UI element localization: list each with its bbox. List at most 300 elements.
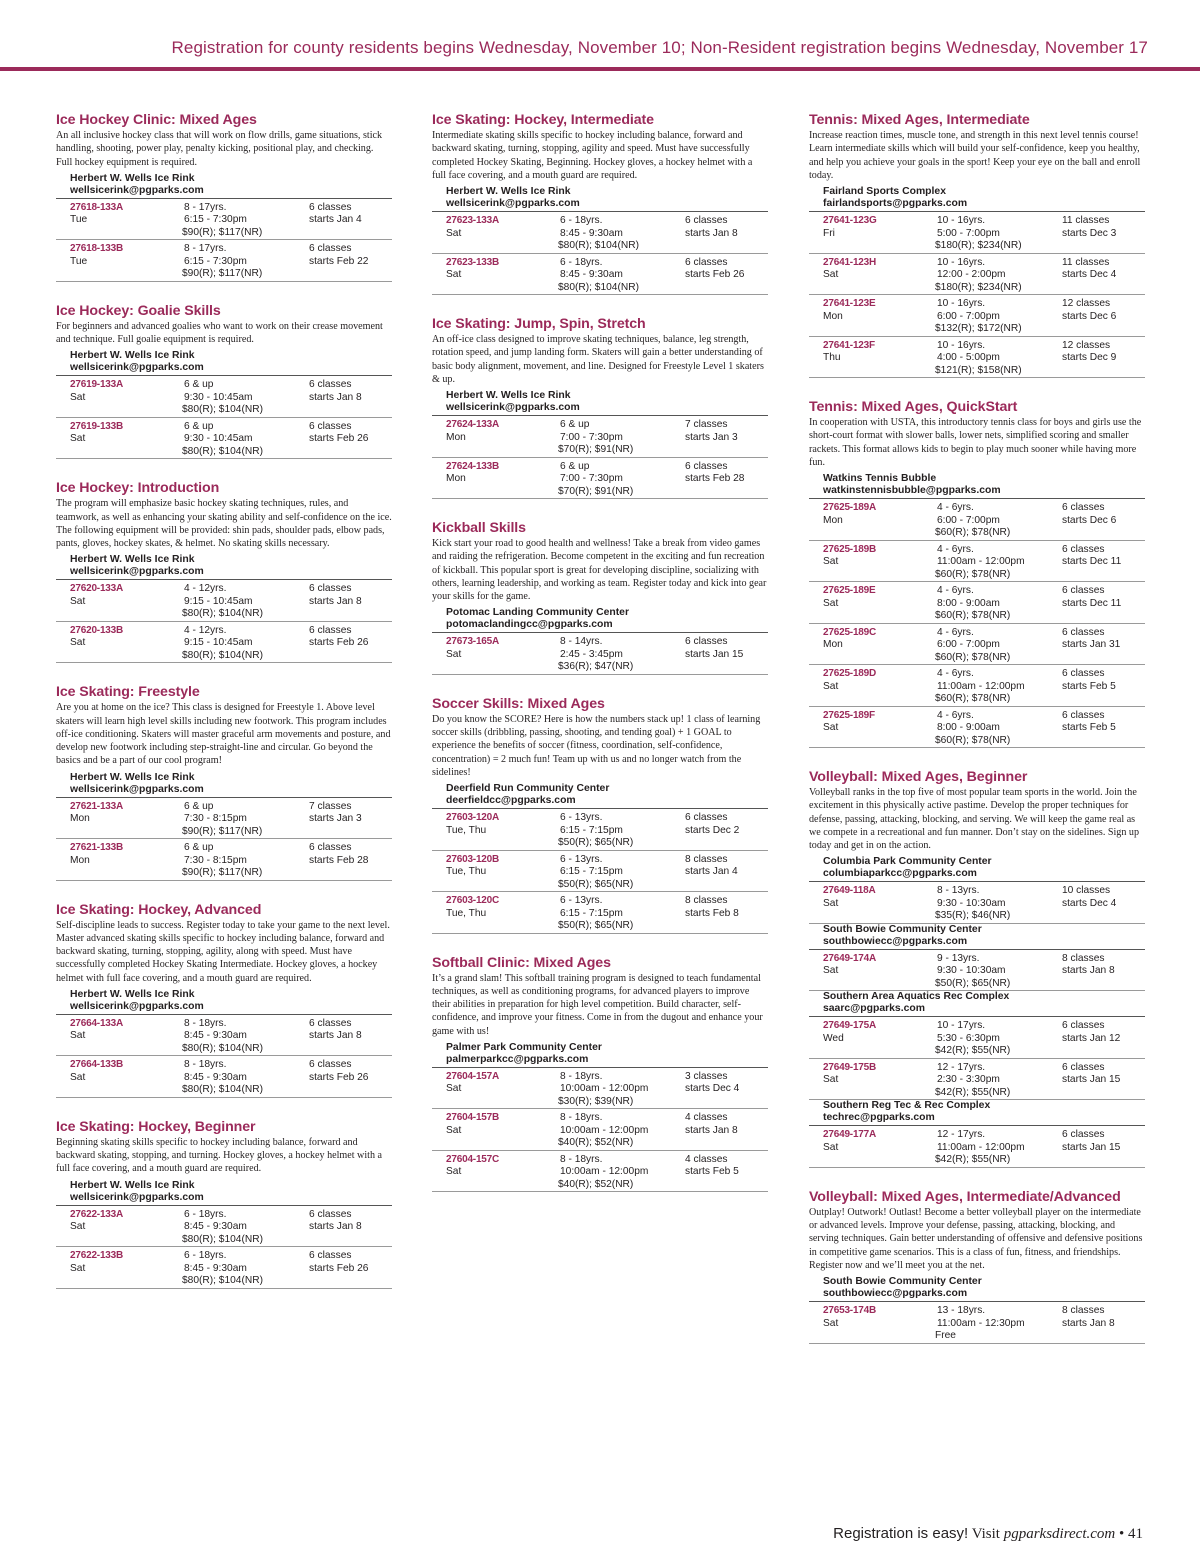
course-code[interactable]: 27621-133A xyxy=(70,800,124,812)
session-time: 11:00am - 12:00pm xyxy=(937,1141,1025,1153)
session-day: Sat xyxy=(70,1071,86,1083)
age-range: 4 - 6yrs. xyxy=(937,709,974,721)
session-row xyxy=(809,212,1145,254)
start-date: starts Feb 5 xyxy=(1062,680,1116,692)
session-fee: $90(R); $117(NR) xyxy=(182,867,263,878)
program-title: Soccer Skills: Mixed Ages xyxy=(432,695,605,712)
age-range: 10 - 16yrs. xyxy=(937,215,986,226)
course-code[interactable]: 27624-133A xyxy=(446,419,500,430)
program-section xyxy=(432,692,768,934)
session-day: Sat xyxy=(446,1083,462,1095)
session-time: 9:30 - 10:45am xyxy=(184,391,253,403)
start-date: starts Jan 3 xyxy=(309,813,362,824)
program-description: Intermediate skating skills specific to hockey including balance, forward and backward skating, turning, stopping, agility and speed. Must have successfully completed Hockey Skating, Beginning. Hockey gloves, a hockey helmet with a full face covering, and a mouth guard are required. xyxy=(432,130,753,181)
session-fee: $132(R); $172(NR) xyxy=(935,323,1022,334)
session-row xyxy=(432,458,768,500)
age-range: 6 - 18yrs. xyxy=(184,1208,227,1220)
session-row xyxy=(56,199,392,241)
course-code[interactable]: 27625-189B xyxy=(823,543,877,555)
start-date: starts Dec 3 xyxy=(1062,227,1117,239)
location-email[interactable]: wellsicerink@pgparks.com xyxy=(56,1001,392,1015)
session-time: 6:15 - 7:30pm xyxy=(184,255,247,267)
session-day: Sat xyxy=(823,1317,839,1329)
age-range: 6 & up xyxy=(184,379,214,391)
location-email[interactable]: saarc@pgparks.com xyxy=(809,1003,1145,1017)
location-name: Watkins Tennis Bubble xyxy=(823,473,937,484)
session-time: 6:15 - 7:15pm xyxy=(560,866,623,877)
session-time: 9:15 - 10:45am xyxy=(184,595,253,607)
start-date: starts Feb 28 xyxy=(309,854,369,866)
program-title: Softball Clinic: Mixed Ages xyxy=(432,954,611,971)
session-time: 6:15 - 7:15pm xyxy=(560,824,623,836)
session-fee: $42(R); $55(NR) xyxy=(935,1086,1011,1098)
class-count: 7 classes xyxy=(685,419,728,430)
course-code[interactable]: 27625-189F xyxy=(823,709,875,721)
location-group xyxy=(809,1276,1145,1344)
page-number: 41 xyxy=(1128,1526,1143,1542)
class-count: 6 classes xyxy=(1062,502,1105,513)
session-row xyxy=(432,1068,768,1110)
class-count: 8 classes xyxy=(1062,952,1105,964)
course-code[interactable]: 27673-165A xyxy=(446,636,500,648)
course-code[interactable]: 27604-157A xyxy=(446,1070,500,1082)
session-fee: $121(R); $158(NR) xyxy=(935,364,1022,376)
age-range: 6 - 13yrs. xyxy=(560,895,603,906)
session-day: Sat xyxy=(823,722,839,733)
session-time: 8:45 - 9:30am xyxy=(184,1221,247,1232)
session-fee: $50(R); $65(NR) xyxy=(558,920,634,931)
session-time: 2:45 - 3:45pm xyxy=(560,648,623,660)
course-code[interactable]: 27625-189C xyxy=(823,626,877,638)
session-day: Sat xyxy=(70,433,86,445)
course-code[interactable]: 27623-133B xyxy=(446,256,500,268)
age-range: 8 - 18yrs. xyxy=(184,1059,227,1071)
course-code[interactable]: 27604-157C xyxy=(446,1153,500,1165)
start-date: starts Feb 26 xyxy=(309,1262,369,1274)
age-range: 6 & up xyxy=(184,800,214,812)
age-range: 12 - 17yrs. xyxy=(937,1129,986,1141)
class-count: 6 classes xyxy=(309,1208,352,1220)
session-time: 5:30 - 6:30pm xyxy=(937,1032,1000,1044)
start-date: starts Dec 4 xyxy=(1062,269,1117,280)
program-section xyxy=(56,108,392,282)
session-time: 6:15 - 7:15pm xyxy=(560,907,623,919)
course-code[interactable]: 27625-189D xyxy=(823,668,877,679)
age-range: 8 - 14yrs. xyxy=(560,636,603,648)
location-email[interactable]: wellsicerink@pgparks.com xyxy=(56,1192,392,1206)
location-email[interactable]: wellsicerink@pgparks.com xyxy=(432,402,768,416)
session-day: Sat xyxy=(70,637,86,649)
location-group xyxy=(432,783,768,934)
location-email[interactable]: fairlandsports@pgparks.com xyxy=(809,198,1145,212)
age-range: 10 - 16yrs. xyxy=(937,298,986,309)
session-row xyxy=(56,376,392,418)
age-range: 6 & up xyxy=(560,419,590,430)
class-count: 10 classes xyxy=(1062,885,1111,897)
class-count: 6 classes xyxy=(1062,668,1105,679)
session-row xyxy=(809,1059,1145,1101)
program-title: Ice Skating: Freestyle xyxy=(56,684,200,701)
age-range: 4 - 6yrs. xyxy=(937,502,974,513)
session-fee: $80(R); $104(NR) xyxy=(182,1042,263,1054)
session-row xyxy=(809,254,1145,296)
location-email[interactable]: wellsicerink@pgparks.com xyxy=(56,566,392,580)
program-section xyxy=(809,1185,1145,1344)
course-code[interactable]: 27624-133B xyxy=(446,460,500,472)
location-name: Southern Reg Tec & Rec Complex xyxy=(823,1100,991,1112)
page-header xyxy=(0,0,1200,78)
location-email[interactable]: watkinstennisbubble@pgparks.com xyxy=(809,485,1145,499)
start-date: starts Feb 22 xyxy=(309,255,369,267)
session-day: Sat xyxy=(446,269,462,280)
location-name: Palmer Park Community Center xyxy=(446,1041,602,1053)
program-section xyxy=(809,765,1145,1168)
session-fee: $80(R); $104(NR) xyxy=(182,1084,263,1096)
course-code[interactable]: 27649-174A xyxy=(823,952,877,964)
start-date: starts Dec 6 xyxy=(1062,514,1117,526)
session-fee: $70(R); $91(NR) xyxy=(558,485,634,497)
location-name: Deerfield Run Community Center xyxy=(446,783,610,794)
location-group xyxy=(809,991,1145,1100)
course-code[interactable]: 27603-120A xyxy=(446,812,500,823)
start-date: starts Jan 8 xyxy=(1062,965,1115,977)
location-group xyxy=(432,607,768,675)
program-section xyxy=(432,312,768,499)
session-list xyxy=(56,798,392,881)
course-code[interactable]: 27641-123H xyxy=(823,256,877,268)
session-day: Thu xyxy=(823,352,841,363)
column-2 xyxy=(432,108,768,1209)
class-count: 6 classes xyxy=(1062,709,1105,721)
program-description: Self-discipline leads to success. Register today to take your game to the next level. Master advanced skating skills specific to hockey including balance, forward and backward skating, turning, stopping, agility, along with speed. Must have successfully completed Hockey Skating Intermediate. Hockey gloves, a hockey helmet with full face covering, and a mouth guard are required. xyxy=(56,919,390,984)
session-row xyxy=(809,499,1145,541)
program-description: Do you know the SCORE? Here is how the numbers stack up! 1 class of learning soccer skills (dribbling, passing, shooting, and tending goal) + 1 GOAL to experience the benefits of soccer (fitness, coordination, self-confidence, concentration) = 2 much fun! Team up with us and no longer watch from the sidelines! xyxy=(432,713,761,778)
session-time: 10:00am - 12:00pm xyxy=(560,1083,649,1095)
location-email[interactable]: wellsicerink@pgparks.com xyxy=(56,784,392,798)
start-date: starts Dec 6 xyxy=(1062,310,1117,322)
age-range: 4 - 6yrs. xyxy=(937,543,974,555)
session-fee: $36(R); $47(NR) xyxy=(558,661,634,673)
session-time: 10:00am - 12:00pm xyxy=(560,1166,649,1178)
class-count: 6 classes xyxy=(1062,1061,1105,1073)
class-count: 6 classes xyxy=(1062,543,1105,555)
header-rule xyxy=(0,67,1200,71)
session-list xyxy=(56,1206,392,1289)
class-count: 6 classes xyxy=(309,842,352,853)
session-day: Mon xyxy=(446,431,466,443)
program-description: Increase reaction times, muscle tone, and strength in this next level tennis course! Learn intermediate skills which will build your self-confidence, keep you healthy, and help you achieve your goals in the sport! Keep your eye on the ball and enroll today. xyxy=(809,130,1141,181)
age-range: 4 - 6yrs. xyxy=(937,626,974,638)
location-email[interactable]: southbowiecc@pgparks.com xyxy=(809,936,1145,950)
session-list xyxy=(432,416,768,499)
session-fee: $60(R); $78(NR) xyxy=(935,651,1011,663)
start-date: starts Dec 4 xyxy=(685,1083,740,1095)
class-count: 6 classes xyxy=(685,460,728,472)
start-date: starts Jan 15 xyxy=(685,648,744,660)
course-code[interactable]: 27649-175B xyxy=(823,1061,877,1073)
start-date: starts Jan 8 xyxy=(685,1124,738,1136)
program-description: Kick start your road to good health and wellness! Take a break from video games and raiding the refrigeration. Become competent in the exciting and fun recreation of kickball. This popular sport is great for developing discipline, socializing with others, learning leadership, and working as team. Register today and kick into gear your skills for the game. xyxy=(432,538,767,602)
session-list xyxy=(432,212,768,295)
course-code[interactable]: 27603-120C xyxy=(446,895,500,906)
registration-dates-banner: Registration for county residents begins Wednesday, November 10; Non-Resident registration begins Wednesday, November 17 xyxy=(171,38,1148,57)
session-time: 4:00 - 5:00pm xyxy=(937,352,1000,363)
location-email[interactable]: techrec@pgparks.com xyxy=(809,1112,1145,1126)
course-code[interactable]: 27604-157B xyxy=(446,1112,500,1124)
class-count: 6 classes xyxy=(309,243,352,255)
session-fee: $50(R); $65(NR) xyxy=(558,878,634,890)
session-time: 6:00 - 7:00pm xyxy=(937,514,1000,526)
column-1 xyxy=(56,108,392,1306)
session-time: 9:30 - 10:30am xyxy=(937,897,1006,909)
session-list xyxy=(56,1015,392,1098)
session-row xyxy=(432,212,768,254)
location-group xyxy=(809,473,1145,748)
session-list xyxy=(809,1017,1145,1100)
age-range: 10 - 17yrs. xyxy=(937,1020,986,1032)
session-row xyxy=(809,665,1145,707)
session-fee: $80(R); $104(NR) xyxy=(182,649,263,661)
session-fee: $90(R); $117(NR) xyxy=(182,268,263,280)
age-range: 8 - 17yrs. xyxy=(184,243,227,255)
program-section xyxy=(56,299,392,460)
class-count: 6 classes xyxy=(309,583,352,595)
age-range: 6 - 13yrs. xyxy=(560,853,603,865)
course-code[interactable]: 27619-133B xyxy=(70,420,124,432)
session-list xyxy=(809,950,1145,992)
location-group xyxy=(56,173,392,282)
session-list xyxy=(56,580,392,663)
program-description: For beginners and advanced goalies who want to work on their crease movement and technique. Full goalie equipment is required. xyxy=(56,320,383,345)
location-name: Herbert W. Wells Ice Rink xyxy=(446,390,571,401)
session-fee: $60(R); $78(NR) xyxy=(935,734,1011,746)
start-date: starts Jan 4 xyxy=(685,866,738,877)
session-row xyxy=(809,541,1145,583)
class-count: 6 classes xyxy=(1062,585,1105,596)
column-3 xyxy=(809,108,1145,1361)
session-row xyxy=(432,809,768,851)
class-count: 6 classes xyxy=(685,636,728,648)
course-code[interactable]: 27623-133A xyxy=(446,215,500,226)
location-email[interactable]: deerfieldcc@pgparks.com xyxy=(432,795,768,809)
start-date: starts Feb 26 xyxy=(309,637,369,649)
course-code[interactable]: 27653-174B xyxy=(823,1305,877,1316)
location-email[interactable]: palmerparkcc@pgparks.com xyxy=(432,1054,768,1068)
session-time: 9:30 - 10:45am xyxy=(184,433,253,445)
session-day: Sat xyxy=(70,595,86,607)
course-code[interactable]: 27603-120B xyxy=(446,853,500,865)
session-day: Mon xyxy=(823,310,843,322)
session-day: Sat xyxy=(446,1166,462,1178)
session-day: Sat xyxy=(823,556,839,567)
start-date: starts Jan 4 xyxy=(309,214,362,226)
age-range: 6 - 13yrs. xyxy=(560,812,603,823)
start-date: starts Jan 31 xyxy=(1062,639,1121,650)
class-count: 6 classes xyxy=(309,1250,352,1261)
session-row xyxy=(809,582,1145,624)
program-description: Beginning skating skills specific to hockey including balance, forward and backward skating, stopping, and turning. Hockey gloves, a hockey helmet with a full face covering, and a mouth guard are required. xyxy=(56,1136,383,1175)
course-code[interactable]: 27641-123E xyxy=(823,298,876,309)
location-name: Southern Area Aquatics Rec Complex xyxy=(823,991,1010,1003)
session-fee: $42(R); $55(NR) xyxy=(935,1154,1011,1166)
start-date: starts Feb 8 xyxy=(685,907,739,919)
start-date: starts Jan 15 xyxy=(1062,1141,1121,1153)
session-row xyxy=(809,1302,1145,1344)
session-row xyxy=(56,798,392,840)
location-email[interactable]: wellsicerink@pgparks.com xyxy=(432,198,768,212)
session-fee: $40(R); $52(NR) xyxy=(558,1137,634,1149)
course-code[interactable]: 27649-118A xyxy=(823,885,876,897)
program-description: Volleyball ranks in the top five of most popular team sports in the world. Join the excitement in this physically active pastime. Develop the proper techniques for defense, passing, attacking, blocking, and serving. We will keep the game real as we compete in a recreational and fun manner. Don’t stay on the sidelines. Sign up today and get in on the action. xyxy=(809,787,1140,851)
session-row xyxy=(432,416,768,458)
age-range: 9 - 13yrs. xyxy=(937,952,980,964)
course-code[interactable]: 27618-133B xyxy=(70,243,124,255)
location-email[interactable]: wellsicerink@pgparks.com xyxy=(56,362,392,376)
course-code[interactable]: 27625-189E xyxy=(823,585,876,596)
location-group xyxy=(432,186,768,295)
start-date: starts Jan 8 xyxy=(1062,1317,1115,1329)
start-date: starts Feb 26 xyxy=(685,269,745,280)
location-group xyxy=(56,989,392,1098)
session-row xyxy=(809,1017,1145,1059)
course-code[interactable]: 27620-133A xyxy=(70,583,124,595)
session-day: Sat xyxy=(70,1262,86,1274)
session-row xyxy=(432,1109,768,1151)
location-email[interactable]: southbowiecc@pgparks.com xyxy=(809,1288,1145,1302)
location-name: Herbert W. Wells Ice Rink xyxy=(70,554,195,566)
location-email[interactable]: potomaclandingcc@pgparks.com xyxy=(432,619,768,633)
session-row xyxy=(809,624,1145,666)
location-name: Columbia Park Community Center xyxy=(823,856,992,868)
session-fee: $180(R); $234(NR) xyxy=(935,281,1022,293)
start-date: starts Feb 26 xyxy=(309,433,369,445)
session-time: 8:45 - 9:30am xyxy=(560,227,623,239)
program-title: Ice Skating: Jump, Spin, Stretch xyxy=(432,316,646,332)
session-fee: $90(R); $117(NR) xyxy=(182,226,263,238)
session-day: Mon xyxy=(70,854,90,866)
course-code[interactable]: 27649-177A xyxy=(823,1129,877,1141)
course-code[interactable]: 27641-123G xyxy=(823,215,877,226)
age-range: 8 - 18yrs. xyxy=(560,1112,603,1124)
session-time: 8:00 - 9:00am xyxy=(937,597,1000,609)
footer-website-link[interactable]: pgparksdirect.com xyxy=(1003,1526,1116,1542)
session-fee: $30(R); $39(NR) xyxy=(558,1095,634,1107)
session-day: Sat xyxy=(446,648,462,660)
session-day: Sat xyxy=(823,897,839,909)
program-section xyxy=(56,680,392,880)
session-row xyxy=(56,622,392,664)
course-code[interactable]: 27649-175A xyxy=(823,1020,877,1032)
session-time: 10:00am - 12:00pm xyxy=(560,1124,649,1136)
session-row xyxy=(56,1015,392,1057)
session-list xyxy=(56,199,392,282)
session-time: 9:15 - 10:45am xyxy=(184,637,253,649)
start-date: starts Feb 28 xyxy=(685,473,745,484)
course-code[interactable]: 27641-123F xyxy=(823,339,875,351)
location-name: Herbert W. Wells Ice Rink xyxy=(70,172,195,184)
program-title: Tennis: Mixed Ages, QuickStart xyxy=(809,399,1018,415)
course-code[interactable]: 27622-133B xyxy=(70,1250,124,1261)
session-fee: $80(R); $104(NR) xyxy=(182,404,263,416)
location-name: Herbert W. Wells Ice Rink xyxy=(70,1179,195,1191)
course-code[interactable]: 27622-133A xyxy=(70,1208,124,1220)
session-day: Fri xyxy=(823,227,835,239)
session-time: 7:00 - 7:30pm xyxy=(560,431,623,443)
start-date: starts Jan 15 xyxy=(1062,1074,1121,1086)
class-count: 12 classes xyxy=(1062,298,1111,309)
start-date: starts Jan 12 xyxy=(1062,1032,1121,1044)
start-date: starts Feb 26 xyxy=(309,1071,369,1083)
age-range: 6 & up xyxy=(184,842,214,853)
session-fee: $50(R); $65(NR) xyxy=(935,977,1011,989)
session-row xyxy=(809,882,1145,924)
location-email[interactable]: wellsicerink@pgparks.com xyxy=(56,185,392,199)
program-description: Are you at home on the ice? This class is designed for Freestyle 1. Above level skaters will learn high level skills including new footwork. This program includes off-ice conditioning. Skaters will master graceful arm movements and posture, and develop new footwork including step-straight-line and circular. Go beyond the basics and be a part of our cool program! xyxy=(56,702,391,767)
session-row xyxy=(56,1206,392,1248)
course-code[interactable]: 27619-133A xyxy=(70,379,124,391)
session-time: 5:00 - 7:00pm xyxy=(937,227,1000,239)
age-range: 6 & up xyxy=(184,420,214,432)
start-date: starts Dec 4 xyxy=(1062,897,1117,909)
class-count: 8 classes xyxy=(685,853,728,865)
program-description: In cooperation with USTA, this introductory tennis class for boys and girls use the short-court format with slower balls, lower nets, simplified scoring and smaller rackets. This format allows kids to begin to play much sooner while having more fun. xyxy=(809,417,1142,468)
session-time: 7:30 - 8:15pm xyxy=(184,813,247,824)
session-day: Mon xyxy=(70,813,90,824)
footer-bullet: • xyxy=(1118,1526,1125,1542)
class-count: 8 classes xyxy=(1062,1305,1105,1316)
location-group xyxy=(432,1042,768,1193)
class-count: 4 classes xyxy=(685,1112,728,1124)
program-section xyxy=(809,108,1145,378)
session-row xyxy=(432,254,768,296)
session-fee: Free xyxy=(935,1330,956,1341)
session-row xyxy=(809,337,1145,379)
session-fee: $70(R); $91(NR) xyxy=(558,444,634,455)
program-title: Ice Hockey: Introduction xyxy=(56,480,220,497)
location-group xyxy=(56,554,392,663)
course-code[interactable]: 27625-189A xyxy=(823,502,877,513)
course-code[interactable]: 27618-133A xyxy=(70,201,124,213)
age-range: 4 - 12yrs. xyxy=(184,583,227,595)
start-date: starts Jan 8 xyxy=(309,391,362,403)
session-row xyxy=(56,240,392,282)
program-section xyxy=(432,108,768,295)
course-code[interactable]: 27664-133A xyxy=(70,1017,124,1029)
start-date: starts Dec 2 xyxy=(685,824,740,836)
session-time: 7:00 - 7:30pm xyxy=(560,473,623,484)
program-title: Ice Skating: Hockey, Beginner xyxy=(56,1118,256,1135)
program-title: Ice Skating: Hockey, Advanced xyxy=(56,901,262,918)
age-range: 8 - 17yrs. xyxy=(184,201,227,213)
session-time: 9:30 - 10:30am xyxy=(937,965,1006,977)
age-range: 6 & up xyxy=(560,460,590,472)
age-range: 6 - 18yrs. xyxy=(560,256,603,268)
class-count: 6 classes xyxy=(1062,626,1105,638)
session-day: Tue, Thu xyxy=(446,907,487,919)
session-row xyxy=(56,1056,392,1098)
age-range: 10 - 16yrs. xyxy=(937,256,986,268)
age-range: 4 - 12yrs. xyxy=(184,624,227,636)
location-email[interactable]: columbiaparkcc@pgparks.com xyxy=(809,868,1145,882)
session-fee: $60(R); $78(NR) xyxy=(935,693,1011,704)
course-code[interactable]: 27664-133B xyxy=(70,1059,124,1071)
session-day: Tue, Thu xyxy=(446,824,487,836)
location-group xyxy=(809,924,1145,992)
course-code[interactable]: 27620-133B xyxy=(70,624,124,636)
session-day: Sat xyxy=(70,1221,86,1232)
session-row xyxy=(809,295,1145,337)
course-code[interactable]: 27621-133B xyxy=(70,842,124,853)
